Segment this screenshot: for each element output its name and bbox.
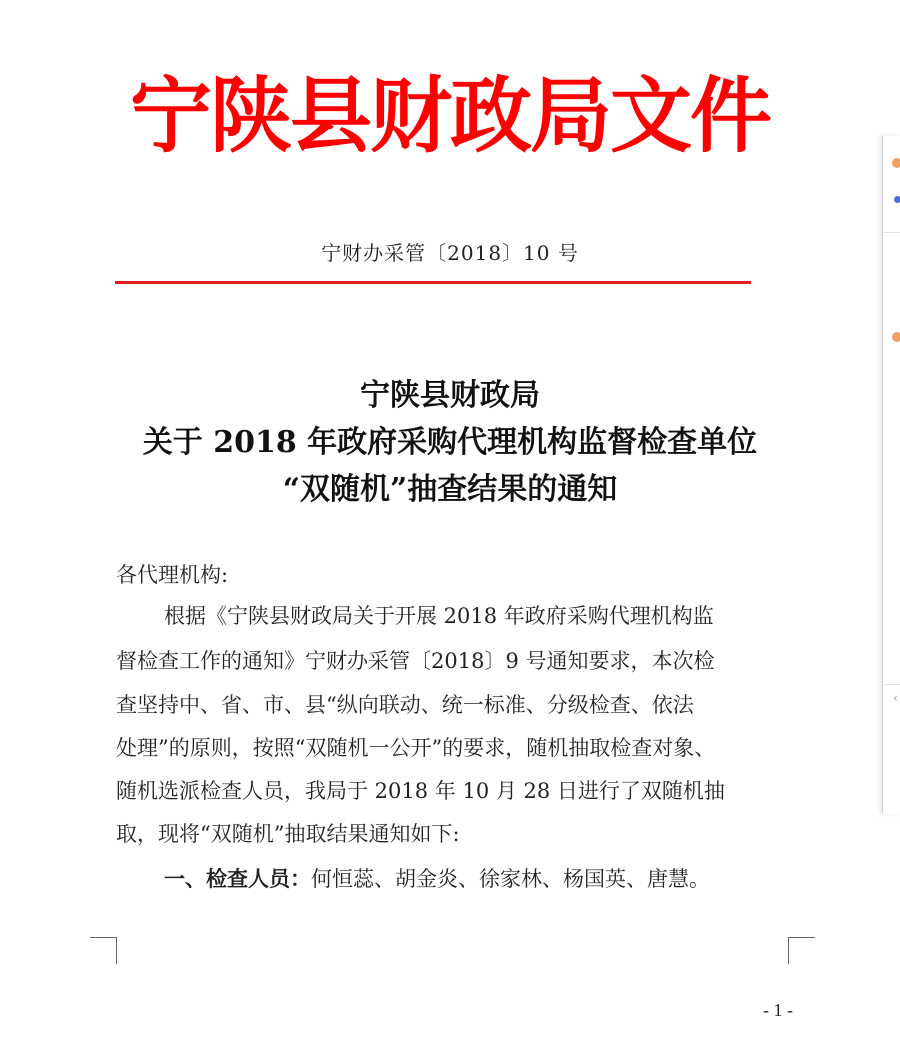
page-number: - 1 - [763,1000,793,1020]
salutation: 各代理机构: [116,563,229,587]
comment-icon[interactable] [892,332,900,342]
paragraph-line-2: 督检查工作的通知》宁财办采管〔2018〕9 号通知要求，本次检 [116,649,715,673]
notice-title [0,372,900,513]
inspectors-names: 何恒蕊、胡金炎、徐家林、杨国英、唐慧。 [311,867,710,891]
margin-crop-mark-right [788,937,815,964]
paragraph-line-6: 取，现将“双随机”抽取结果通知如下: [116,822,460,846]
paragraph-line-5: 随机选派检查人员，我局于 2018 年 10 月 28 日进行了双随机抽 [116,779,725,803]
notice-title-line-3: “双随机”抽查结果的通知 [282,472,618,507]
user-icon[interactable] [894,196,900,203]
margin-crop-mark-left [90,937,117,964]
inspectors-line [164,864,844,894]
paragraph-line-4: 处理”的原则，按照“双随机一公开”的要求，随机抽取检查对象、 [116,736,716,760]
paragraph-line-3: 查坚持中、省、市、县“纵向联动、统一标准、分级检查、依法 [116,693,694,717]
chevron-left-icon[interactable]: ‹ [893,691,898,705]
notice-title-line-2: 关于 2018 年政府采购代理机构监督检查单位 [142,425,758,460]
inspectors-label: 一、检查人员： [164,866,311,891]
side-panel[interactable] [882,136,900,814]
notice-title-line-1: 宁陕县财政局 [360,378,540,413]
red-divider-rule [115,281,751,284]
paragraph-line-1: 根据《宁陕县财政局关于开展 2018 年政府采购代理机构监 [164,604,714,628]
document-number: 宁财办采管〔2018〕10 号 [321,241,579,265]
side-panel-divider [883,232,900,233]
side-panel-divider [883,684,900,685]
document-header-title: 宁陕县财政局文件 [129,68,770,164]
comment-icon[interactable] [892,158,900,168]
